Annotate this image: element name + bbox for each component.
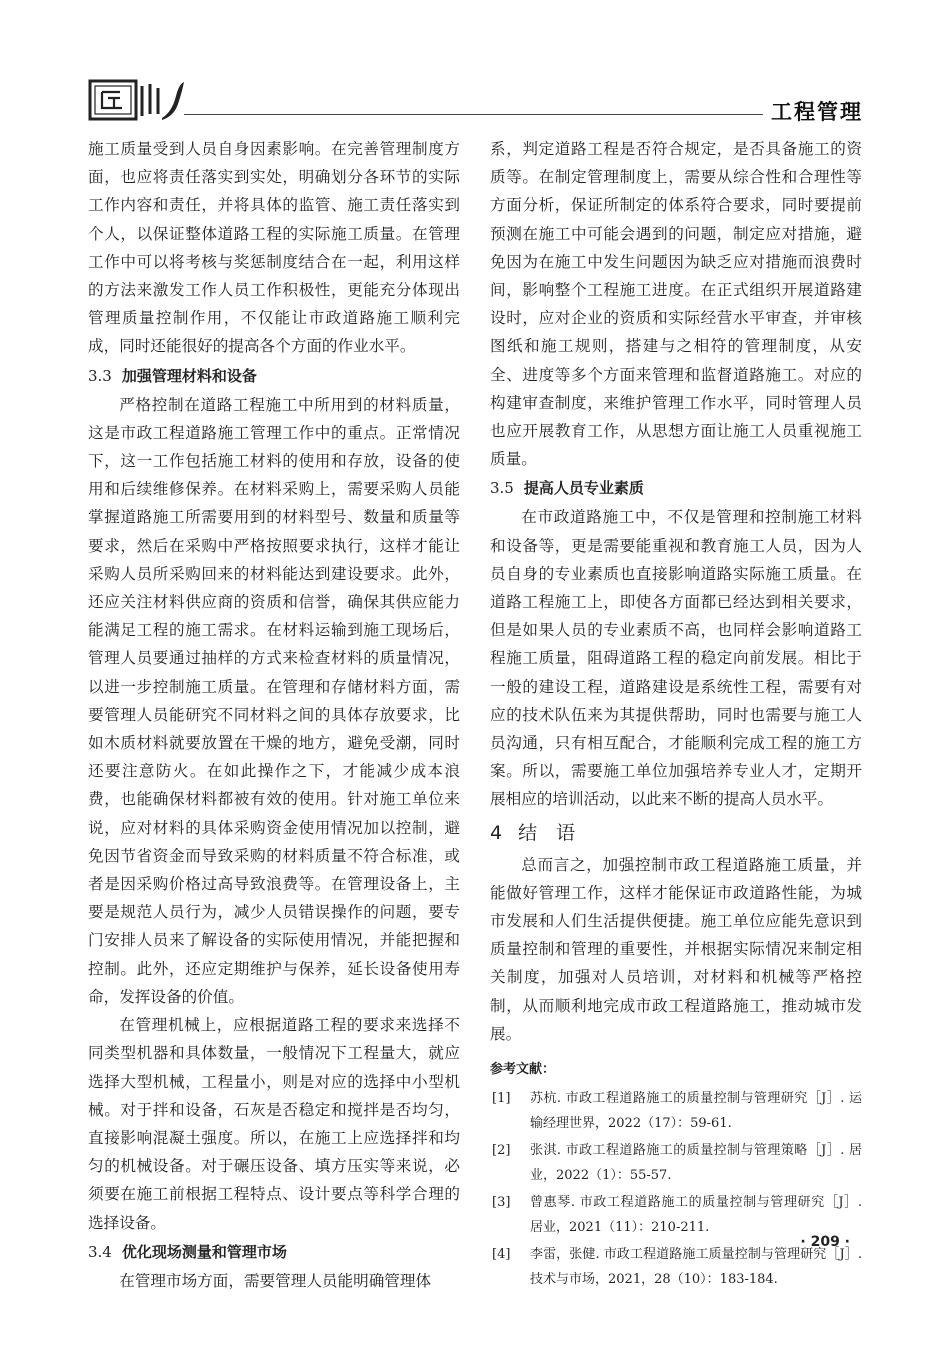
paragraph: 总而言之，加强控制市政工程道路施工质量，并能做好管理工作，这样才能保证市政道路性能，为城市发展和人们生活提供便捷。施工单位应能先意识到质量控制和管理的重要性，并根据实际情况来制定相关制度，加强对人员培训，对材料和机械等严格控制，从而顺利地完成市政工程道路施工，推动城市发展。 bbox=[490, 855, 862, 1043]
reference-index: [1] bbox=[492, 1091, 511, 1107]
right-column bbox=[490, 135, 862, 1294]
left-column bbox=[88, 135, 460, 1295]
paragraph: 系，判定道路工程是否符合规定，是否具备施工的资质等。在制定管理制度上，需要从综合性和合理性等方面分析，保证所制定的体系符合要求，同时要提前预测在施工中可能会遇到的问题，制定应对措施，避免因为在施工中发生问题因为缺乏应对措施而浪费时间，影响整个工程施工进度。在正式组织开展道路建设时，应对企业的资质和实际经营水平审查，并审核图纸和施工规则，搭建与之相符的管理制度，从安全、进度等多个方面来管理和监督道路施工。对应的构建审查制度，来维护管理工作水平，同时管理人员也应开展教育工作，从思想方面让施工人员重视施工质量。 bbox=[490, 140, 862, 469]
reference-text: 曾惠琴. 市政工程道路施工的质量控制与管理研究［J］. 居业，2021（11）：210-211. bbox=[530, 1195, 862, 1236]
paragraph: 施工质量受到人员自身因素影响。在完善管理制度方面，也应将责任落实到实处，明确划分各环节的实际工作内容和责任，并将具体的监管、施工责任落实到个人，以保证整体道路工程的实际施工质量。在管理工作中可以将考核与奖惩制度结合在一起，利用这样的方法来激发工作人员工作积极性，更能充分体现出管理质量控制作用，不仅能让市政道路施工顺利完成，同时还能很好的提高各个方面的作业水平。 bbox=[88, 140, 460, 356]
heading-number: 4 bbox=[490, 821, 503, 844]
section-label: 工程管理 bbox=[763, 96, 863, 126]
references-title: 参考文献： bbox=[490, 1062, 556, 1078]
reference-item bbox=[490, 1138, 862, 1188]
reference-list bbox=[490, 1086, 862, 1292]
heading-number: 3.5 bbox=[490, 479, 514, 498]
heading-text: 优化现场测量和管理市场 bbox=[121, 1242, 287, 1261]
header-rule bbox=[184, 114, 863, 115]
reference-item bbox=[490, 1190, 862, 1240]
reference-text: 李雷，张健. 市政工程道路施工质量控制与管理研究［J］. 技术与市场，2021，28（10）：183-184. bbox=[530, 1247, 862, 1288]
page-header bbox=[88, 78, 863, 130]
page-number: · 209 · bbox=[800, 1234, 850, 1250]
reference-index: [4] bbox=[492, 1247, 511, 1263]
section-heading-3-5 bbox=[490, 474, 862, 503]
paragraph: 在管理机械上，应根据道路工程的要求来选择不同类型机器和具体数量，一般情况下工程量大，就应选择大型机械，工程量小，则是对应的选择中小型机械。对于拌和设备，石灰是否稳定和搅拌是否均匀，直接影响混凝土强度。所以，在施工上应选择拌和均匀的机械设备。对于碾压设备、填方压实等来说，必须要在施工前根据工程特点、设计要点等科学合理的选择设备。 bbox=[88, 1016, 460, 1232]
journal-logo bbox=[88, 78, 188, 128]
paragraph: 严格控制在道路工程施工中所用到的材料质量，这是市政工程道路施工管理工作中的重点。正常情况下，这一工作包括施工材料的使用和存放，设备的使用和后续维修保养。在材料采购上，需要采购人员能掌握道路施工所需要用到的材料型号、数量和质量等要求，然后在采购中严格按照要求执行，这样才能让采购人员所采购回来的材料能达到建设要求。此外，还应关注材料供应商的资质和信誉，确保其供应能力能满足工程的施工需求。在材料运输到施工现场后，管理人员要通过抽样的方式来检查材料的质量情况，以进一步控制施工质量。在管理和存储材料方面，需要管理人员能研究不同材料之间的具体存放要求，比如木质材料就要放置在干燥的地方，避免受潮，同时还要注意防火。在如此操作之下，才能减少成本浪费，也能确保材料都被有效的使用。针对施工单位来说，应对材料的具体采购资金使用情况加以控制，避免因节省资金而导致采购的材料质量不符合标准，或者是因采购价格过高导致浪费等。在管理设备上，主要是规范人员行为，减少人员错误操作的问题，要专门安排人员来了解设备的实际使用情况，并能把握和控制。此外，还应定期维护与保养，延长设备使用寿命，发挥设备的价值。 bbox=[88, 395, 460, 1006]
heading-text: 提高人员专业素质 bbox=[523, 479, 644, 498]
heading-number: 3.4 bbox=[88, 1242, 112, 1261]
paragraph: 在市政道路施工中，不仅是管理和控制施工材料和设备等，更是需要能重视和教育施工人员，因为人员自身的专业素质也直接影响道路实际施工质量。在道路工程施工上，即使各方面都已经达到相关要求，但是如果人员的专业素质不高，也同样会影响道路工程施工质量，阻碍道路工程的稳定向前发展。相比于一般的建设工程，道路建设是系统性工程，需要有对应的技术队伍来为其提供帮助，同时也需要与施工人员沟通，只有相互配合，才能顺利完成工程的施工方案。所以，需要施工单位加强培养专业人才，定期开展相应的培训活动，以此来不断的提高人员水平。 bbox=[490, 508, 862, 809]
heading-number: 3.3 bbox=[88, 366, 112, 385]
reference-item bbox=[490, 1086, 862, 1136]
section-heading-3-4 bbox=[88, 1238, 460, 1267]
section-heading-4 bbox=[490, 818, 862, 848]
reference-index: [2] bbox=[492, 1143, 511, 1159]
journal-logo-icon bbox=[88, 78, 188, 124]
heading-text: 加强管理材料和设备 bbox=[121, 366, 257, 385]
reference-index: [3] bbox=[492, 1195, 511, 1211]
section-heading-3-3 bbox=[88, 362, 460, 391]
reference-text: 张淇. 市政工程道路施工的质量控制与管理策略［J］. 居业，2022（1）：55-57. bbox=[530, 1143, 862, 1184]
reference-text: 苏杭. 市政工程道路施工的质量控制与管理研究［J］. 运输经理世界，2022（17）：59-61. bbox=[530, 1091, 862, 1132]
heading-text: 结 语 bbox=[518, 821, 576, 844]
paragraph: 在管理市场方面，需要管理人员能明确管理体 bbox=[119, 1271, 432, 1290]
